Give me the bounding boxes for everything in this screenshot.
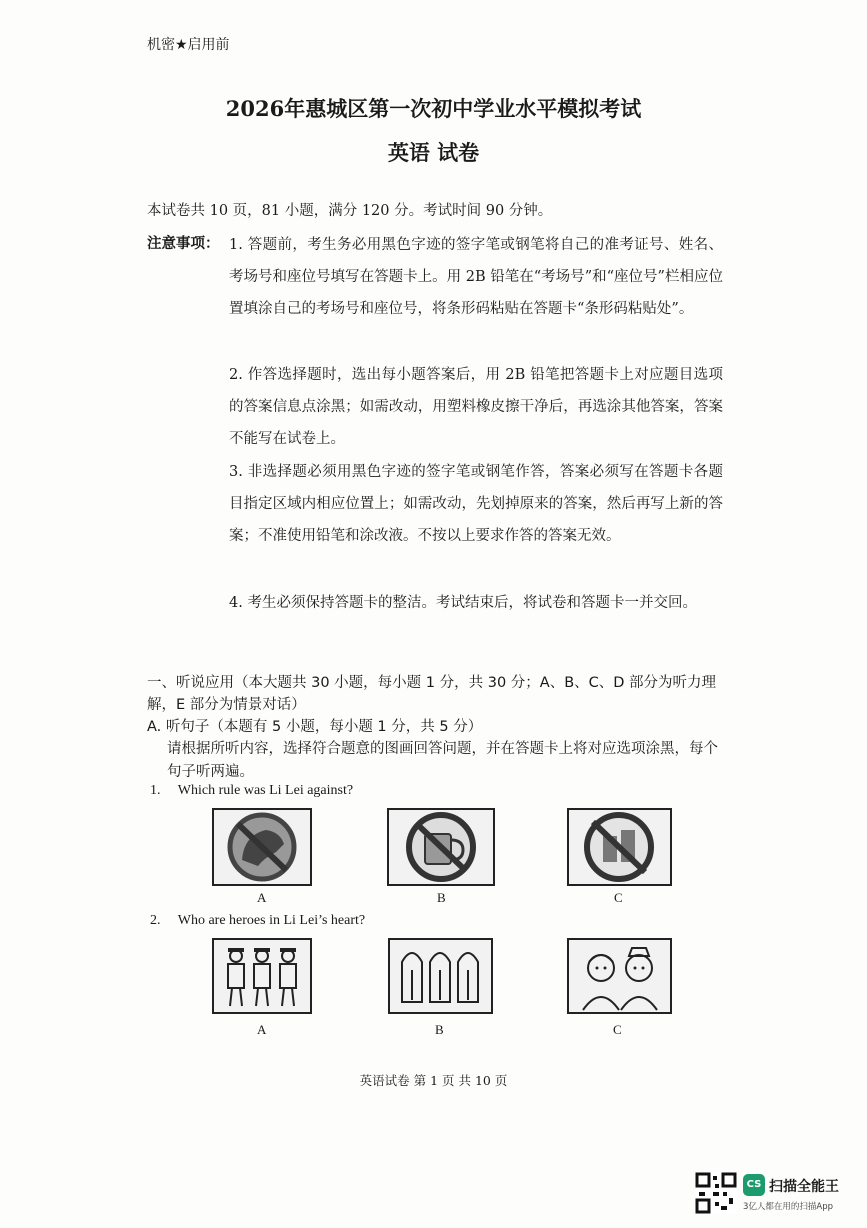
camscanner-logo-icon: CS <box>743 1174 765 1196</box>
scanner-app-name: 扫描全能王 <box>769 1179 839 1195</box>
option-label: B <box>437 890 446 905</box>
question-text: Which rule was Li Lei against? <box>177 783 354 798</box>
option-label: B <box>435 1022 444 1037</box>
option-image-no-drinks <box>387 808 495 886</box>
option-image-medical-workers <box>388 938 493 1014</box>
notice-item: 2. 作答选择题时，选出每小题答案后，用 2B 铅笔把答题卡上对应题目选项的答案信息点涂黑；如需改动，用塑料橡皮擦干净后，再选涂其他答案，答案不能写在试卷上。 <box>229 367 723 447</box>
notice-label: 注意事项： <box>147 235 220 252</box>
page-footer: 英语试卷 第 1 页 共 10 页 <box>359 1073 508 1088</box>
option-image-police-officers <box>212 938 312 1014</box>
notice-item: 3. 非选择题必须用黑色字迹的签字笔或钢笔作答，答案必须写在答题卡各题目指定区域内相应位置上；如需改动，先划掉原来的答案，然后再写上新的答案；不准使用铅笔和涂改液。不按以上要求作答的答案无效。 <box>229 464 723 544</box>
section-heading: 一、听说应用（本大题共 30 小题，每小题 1 分，共 30 分；A、B、C、D 部分为听力理解，E 部分为情景对话） <box>147 675 717 713</box>
option-label: A <box>257 890 267 905</box>
question-1 <box>150 783 353 799</box>
exam-subject: 英语 试卷 <box>387 140 480 165</box>
question-2 <box>150 913 365 929</box>
qr-code-icon <box>695 1172 737 1214</box>
option-label: C <box>613 1022 622 1037</box>
scanner-tagline: 3亿人都在用的扫描App <box>743 1202 834 1212</box>
option-image-doctor-nurse <box>567 938 672 1014</box>
notice-item: 1. 答题前，考生务必用黑色字迹的签字笔或钢笔将自己的准考证号、姓名、考场号和座位号填写在答题卡上。用 2B 铅笔在“考场号”和“座位号”栏相应位置填涂自己的考场号和座位号，将条形码粘贴在答题卡“条形码粘贴处”。 <box>229 237 723 317</box>
option-image-no-running <box>212 808 312 886</box>
question-number: 1. <box>150 783 161 798</box>
confidential-mark: 机密★启用前 <box>147 37 230 53</box>
option-label: A <box>257 1022 267 1037</box>
notice-item: 4. 考生必须保持答题卡的整洁。考试结束后，将试卷和答题卡一并交回。 <box>229 595 697 611</box>
exam-intro: 本试卷共 10 页，81 小题，满分 120 分。考试时间 90 分钟。 <box>147 203 553 219</box>
part-a-heading: A. 听句子（本题有 5 小题，每小题 1 分，共 5 分） <box>147 719 483 735</box>
option-label: C <box>614 890 623 905</box>
option-image-no-parking <box>567 808 672 886</box>
part-a-instruction: 请根据所听内容，选择符合题意的图画回答问题，并在答题卡上将对应选项涂黑，每个句子听两遍。 <box>167 741 718 780</box>
question-text: Who are heroes in Li Lei’s heart? <box>177 913 366 928</box>
scanner-watermark <box>695 1168 865 1224</box>
question-number: 2. <box>150 913 161 928</box>
exam-title: 2026年惠城区第一次初中学业水平模拟考试 <box>225 96 642 121</box>
